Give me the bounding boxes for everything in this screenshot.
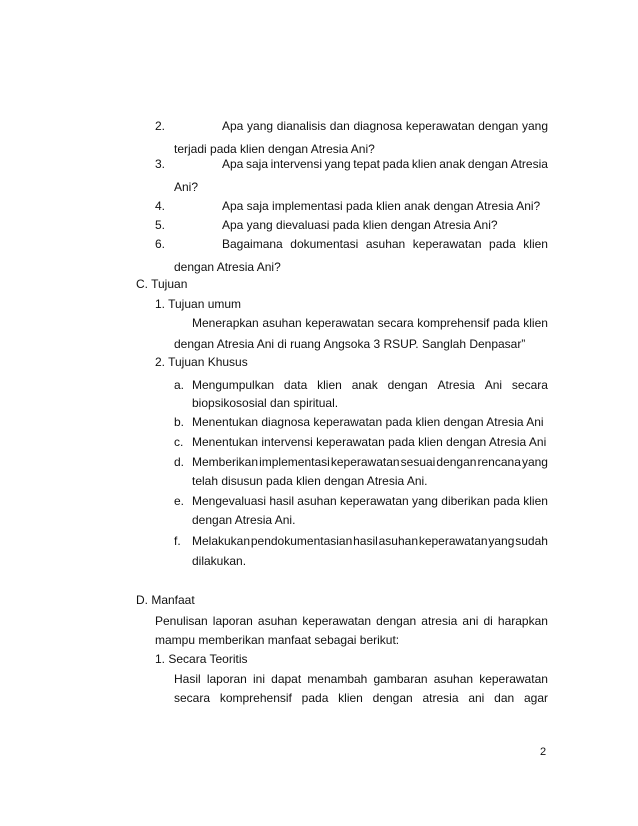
question-3-line1 [222, 156, 548, 172]
khusus-e-line1 [192, 493, 548, 509]
word: diberikan [441, 494, 490, 508]
word: sesuai [400, 455, 436, 469]
word: keperawatan [405, 119, 475, 133]
word: yang [411, 494, 438, 508]
word: laporan [212, 614, 253, 628]
word: Memberikan [192, 455, 259, 469]
word: komprehensif [417, 316, 490, 330]
question-6-line1 [222, 236, 548, 252]
word: asuhan [262, 316, 302, 330]
word: asuhan [365, 237, 406, 251]
question-6-line2: dengan Atresia Ani? [174, 260, 281, 274]
khusus-d-line1 [192, 454, 548, 470]
word: hasil [353, 534, 378, 548]
word: Melakukan [192, 534, 251, 548]
word: yang [247, 119, 274, 133]
khusus-f-letter: f. [174, 534, 181, 548]
word: klien [338, 691, 363, 705]
word: ani [462, 614, 479, 628]
word: Penulisan [155, 614, 208, 628]
question-5-line1: Apa yang dievaluasi pada klien dengan Atresia Ani? [222, 218, 498, 232]
khusus-e-line2: dengan Atresia Ani. [192, 513, 296, 527]
word: yang [488, 534, 515, 548]
word: dapat [271, 672, 302, 686]
word: dengan [467, 157, 508, 171]
word: keperawatan [305, 316, 375, 330]
tujuan-khusus-heading: 2. Tujuan Khusus [155, 355, 248, 369]
word: klien [411, 157, 437, 171]
word: Menerapkan [192, 316, 259, 330]
khusus-a-letter: a. [174, 378, 185, 392]
word: anak [351, 378, 378, 392]
question-3-number: 3. [155, 157, 166, 171]
word: yang [324, 157, 351, 171]
word: dengan [478, 119, 519, 133]
word: saja [245, 157, 268, 171]
word: klien [317, 378, 342, 392]
word: tepat [353, 157, 380, 171]
word: Hasil [174, 672, 201, 686]
word: keperawatan [339, 494, 409, 508]
word: asuhan [378, 534, 418, 548]
khusus-a-line1 [192, 377, 548, 393]
word: atresia [422, 691, 459, 705]
word: Bagaimana [222, 237, 283, 251]
khusus-c-letter: c. [174, 435, 184, 449]
word: hasil [269, 494, 295, 508]
word: pada [493, 494, 520, 508]
word: keperawatan [412, 237, 482, 251]
word: pendokumentasian [250, 534, 353, 548]
question-5-number: 5. [155, 218, 166, 232]
word: agar [523, 691, 548, 705]
word: asuhan [433, 672, 474, 686]
khusus-d-line2: telah disusun pada klien dengan Atresia Ani. [192, 474, 428, 488]
khusus-d-letter: d. [174, 455, 185, 469]
question-2-line1 [222, 118, 548, 134]
word: intervensi [270, 157, 322, 171]
word: keperawatan [479, 672, 548, 686]
word: dan [494, 691, 515, 705]
word: ini [252, 672, 265, 686]
section-d-heading: D. Manfaat [136, 593, 195, 607]
word: di [483, 614, 493, 628]
tujuan-umum-line2: dengan Atresia Ani di ruang Angsoka 3 RSUP. Sanglah Denpasar” [174, 337, 526, 351]
word: menambah [307, 672, 368, 686]
word: dokumentasi [290, 237, 359, 251]
word: yang [521, 455, 548, 469]
word: Mengevaluasi [192, 494, 267, 508]
tujuan-umum-heading: 1. Tujuan umum [155, 297, 242, 311]
word: secara [174, 691, 211, 705]
khusus-f-line2: dilakukan. [192, 554, 247, 568]
word: gambaran [373, 672, 428, 686]
word: ani [468, 691, 485, 705]
word: data [283, 378, 308, 392]
word: pada [382, 157, 410, 171]
word: asuhan [257, 614, 298, 628]
word: atresia [421, 614, 458, 628]
word: Apa [222, 157, 244, 171]
khusus-b-letter: b. [174, 415, 185, 429]
word: klien [523, 494, 548, 508]
word: pada [489, 237, 516, 251]
teoritis-line2 [174, 690, 548, 706]
question-4-number: 4. [155, 199, 166, 213]
word: Atresia [510, 157, 548, 171]
khusus-b-line1: Menentukan diagnosa keperawatan pada klien dengan Atresia Ani [192, 415, 544, 429]
word: Atresia [437, 378, 475, 392]
word: komprehensif [219, 691, 292, 705]
word: laporan [206, 672, 247, 686]
word: implementasi [259, 455, 330, 469]
word: pada [301, 691, 329, 705]
word: Apa [222, 119, 244, 133]
word: yang [521, 119, 548, 133]
word: klien [523, 237, 548, 251]
word: pada [492, 316, 520, 330]
word: Mengumpulkan [192, 378, 275, 392]
tujuan-umum-line1 [192, 315, 548, 331]
question-4-line1: Apa saja implementasi pada klien anak dengan Atresia Ani? [222, 199, 541, 213]
question-2-number: 2. [155, 119, 166, 133]
word: klien [523, 316, 548, 330]
word: dengan [376, 614, 417, 628]
question-2-line2: terjadi pada klien dengan Atresia Ani? [174, 142, 375, 156]
khusus-f-line1 [192, 533, 548, 549]
word: rencana [477, 455, 521, 469]
word: dengan [387, 378, 428, 392]
page-number: 2 [540, 746, 547, 758]
khusus-e-letter: e. [174, 494, 185, 508]
word: anak [439, 157, 466, 171]
word: secara [511, 378, 548, 392]
word: harapkan [497, 614, 548, 628]
word: dengan [372, 691, 413, 705]
khusus-a-line2: biopsikososial dan spiritual. [192, 396, 339, 410]
khusus-c-line1: Menentukan intervensi keperawatan pada klien dengan Atresia Ani [192, 435, 547, 449]
teoritis-heading: 1. Secara Teoritis [155, 652, 248, 666]
word: Ani [484, 378, 503, 392]
section-c-heading: C. Tujuan [136, 277, 188, 291]
question-6-number: 6. [155, 237, 166, 251]
question-3-line2: Ani? [174, 180, 199, 194]
teoritis-line1 [174, 671, 548, 687]
word: sudah [515, 534, 548, 548]
word: secara [377, 316, 414, 330]
word: dianalisis [276, 119, 327, 133]
word: keperawatan [330, 455, 400, 469]
manfaat-intro-line1 [155, 613, 548, 629]
manfaat-intro-line2: mampu memberikan manfaat sebagai berikut: [155, 633, 400, 647]
word: asuhan [297, 494, 337, 508]
word: keperawatan [418, 534, 488, 548]
word: dengan [436, 455, 477, 469]
word: keperawatan [302, 614, 372, 628]
word: diagnosa [353, 119, 403, 133]
word: dan [329, 119, 350, 133]
